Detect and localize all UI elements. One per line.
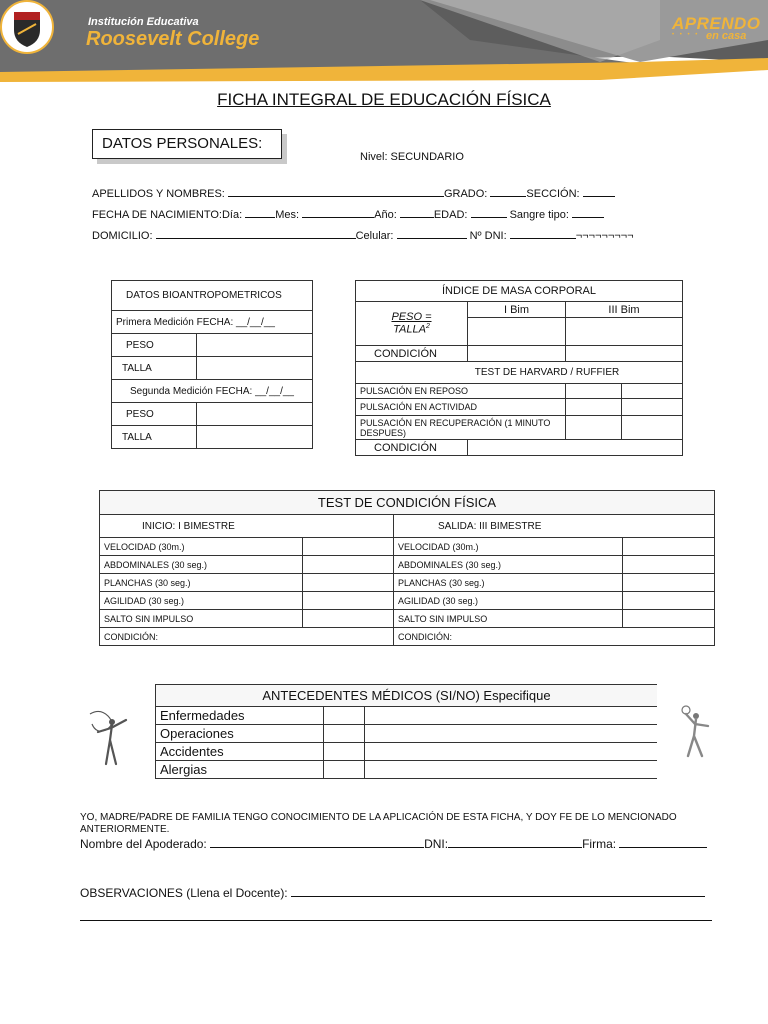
actividad-label: PULSACIÓN EN ACTIVIDAD xyxy=(356,399,566,416)
row-label-inicio: VELOCIDAD (30m.) xyxy=(100,538,303,556)
row-domicilio xyxy=(92,229,634,242)
seccion-label: SECCIÓN: xyxy=(526,188,580,200)
row-label-inicio: PLANCHAS (30 seg.) xyxy=(100,574,303,592)
segunda-medicion: Segunda Medición FECHA: __/__/__ xyxy=(112,380,313,403)
peso-label: PESO xyxy=(112,334,197,357)
harvard-condicion-cell[interactable] xyxy=(468,440,683,456)
imc-condicion-label: CONDICIÓN xyxy=(356,346,468,362)
peso-2-cell[interactable] xyxy=(197,403,313,426)
inicio-heading: INICIO: I BIMESTRE xyxy=(100,515,394,538)
row-fecha-nacimiento xyxy=(92,208,604,221)
harvard-condicion-label: CONDICIÓN xyxy=(356,440,468,456)
formula-exponent: 2 xyxy=(425,323,430,331)
row-label-salida: VELOCIDAD (30m.) xyxy=(394,538,623,556)
talla-1-cell[interactable] xyxy=(197,357,313,380)
declaracion-text: YO, MADRE/PADRE DE FAMILIA TENGO CONOCIMIENTO DE LA APLICACIÓN DE ESTA FICHA, Y DOY FE DE LO MENCIONADO ANTERIORMENTE. xyxy=(80,812,677,835)
talla-2-cell[interactable] xyxy=(197,426,313,449)
sangre-field[interactable] xyxy=(572,208,604,218)
row-label-inicio: ABDOMINALES (30 seg.) xyxy=(100,556,303,574)
edad-label: EDAD: xyxy=(433,209,468,221)
domicilio-field[interactable] xyxy=(156,229,356,239)
observaciones-label: OBSERVACIONES (Llena el Docente): xyxy=(80,886,288,900)
celular-label: Celular: xyxy=(355,230,394,242)
reposo-cell-1[interactable] xyxy=(566,384,622,399)
antecedentes-table xyxy=(155,684,657,779)
operaciones-label: Operaciones xyxy=(156,725,324,743)
row-apellidos xyxy=(92,187,615,200)
row-apoderado xyxy=(80,837,707,851)
abdominales-salida-cell[interactable] xyxy=(623,556,715,574)
enfermedades-especifique[interactable] xyxy=(365,707,658,725)
accidentes-si-no[interactable] xyxy=(324,743,365,761)
condicion-fisica-table xyxy=(99,490,715,646)
reposo-label: PULSACIÓN EN REPOSO xyxy=(356,384,566,399)
volleyball-player-icon xyxy=(676,704,716,764)
harvard-heading: TEST DE HARVARD / RUFFIER xyxy=(356,362,683,384)
seccion-field[interactable] xyxy=(583,187,615,197)
accidentes-especifique[interactable] xyxy=(365,743,658,761)
imc-formula xyxy=(356,302,468,346)
alergias-label: Alergias xyxy=(156,761,324,779)
apellidos-label: APELLIDOS Y NOMBRES: xyxy=(92,188,225,200)
observaciones-line-2[interactable] xyxy=(80,920,712,921)
operaciones-si-no[interactable] xyxy=(324,725,365,743)
apoderado-dni-field[interactable] xyxy=(448,838,582,848)
salto-inicio-cell[interactable] xyxy=(303,610,394,628)
agilidad-salida-cell[interactable] xyxy=(623,592,715,610)
anio-label: Año: xyxy=(374,209,397,221)
condicion-fisica-heading: TEST DE CONDICIÓN FÍSICA xyxy=(100,491,715,515)
agilidad-inicio-cell[interactable] xyxy=(303,592,394,610)
page-header xyxy=(0,0,768,82)
row-label-inicio: SALTO SIN IMPULSO xyxy=(100,610,303,628)
col-iii-bim: III Bim xyxy=(566,302,683,318)
observaciones-field[interactable] xyxy=(291,887,705,897)
dni-tail: ¬¬¬¬¬¬¬¬¬ xyxy=(575,230,634,242)
bio-heading: DATOS BIOANTROPOMETRICOS xyxy=(112,281,313,311)
dia-label: Día: xyxy=(221,209,243,221)
col-i-bim: I Bim xyxy=(468,302,566,318)
alergias-especifique[interactable] xyxy=(365,761,658,779)
actividad-cell-2[interactable] xyxy=(622,399,683,416)
abdominales-inicio-cell[interactable] xyxy=(303,556,394,574)
mes-field[interactable] xyxy=(302,208,374,218)
row-observaciones xyxy=(80,886,705,900)
velocidad-inicio-cell[interactable] xyxy=(303,538,394,556)
fecha-nac-label: FECHA DE NACIMIENTO: xyxy=(92,209,222,221)
page-title: FICHA INTEGRAL DE EDUCACIÓN FÍSICA xyxy=(217,90,551,109)
alergias-si-no[interactable] xyxy=(324,761,365,779)
velocidad-salida-cell[interactable] xyxy=(623,538,715,556)
grado-label: GRADO: xyxy=(443,188,488,200)
actividad-cell-1[interactable] xyxy=(566,399,622,416)
firma-label: Firma: xyxy=(582,837,617,851)
school-crest-logo xyxy=(0,0,54,54)
imc-condicion-i-cell[interactable] xyxy=(468,346,566,362)
row-label-inicio: AGILIDAD (30 seg.) xyxy=(100,592,303,610)
apoderado-dni-label: DNI: xyxy=(424,837,449,851)
row-label-salida: AGILIDAD (30 seg.) xyxy=(394,592,623,610)
enfermedades-label: Enfermedades xyxy=(156,707,324,725)
nivel-label: Nivel: SECUNDARIO xyxy=(360,151,464,163)
bio-table xyxy=(111,280,313,449)
apoderado-field[interactable] xyxy=(210,838,424,848)
enfermedades-si-no[interactable] xyxy=(324,707,365,725)
condicion-salida-cell[interactable]: CONDICIÓN: xyxy=(394,628,715,646)
row-label-salida: SALTO SIN IMPULSO xyxy=(394,610,623,628)
antecedentes-heading: ANTECEDENTES MÉDICOS (SI/NO) Especifique xyxy=(156,685,658,707)
edad-field[interactable] xyxy=(471,208,507,218)
imc-table xyxy=(355,280,683,456)
mes-label: Mes: xyxy=(275,209,300,221)
imc-heading: ÍNDICE DE MASA CORPORAL xyxy=(356,281,683,302)
grado-field[interactable] xyxy=(490,187,526,197)
recuperacion-cell-1[interactable] xyxy=(566,416,622,440)
gymnast-ribbon-icon xyxy=(86,706,136,770)
firma-field[interactable] xyxy=(619,838,707,848)
formula-talla: TALLA xyxy=(393,323,426,336)
imc-iii-bim-cell[interactable] xyxy=(566,318,683,346)
institution-name-line2: Roosevelt College xyxy=(86,28,260,50)
institution-name-line1: Institución Educativa xyxy=(88,16,199,28)
dni-field[interactable] xyxy=(510,229,576,239)
recuperacion-label: PULSACIÓN EN RECUPERACIÓN (1 MINUTO DESPUES) xyxy=(356,416,566,440)
imc-i-bim-cell[interactable] xyxy=(468,318,566,346)
apellidos-field[interactable] xyxy=(228,187,444,197)
celular-field[interactable] xyxy=(397,229,467,239)
talla-label: TALLA xyxy=(112,426,197,449)
reposo-cell-2[interactable] xyxy=(622,384,683,399)
imc-condicion-iii-cell[interactable] xyxy=(566,346,683,362)
primera-medicion: Primera Medición FECHA: __/__/__ xyxy=(112,311,313,334)
recuperacion-cell-2[interactable] xyxy=(622,416,683,440)
dia-field[interactable] xyxy=(245,208,275,218)
planchas-inicio-cell[interactable] xyxy=(303,574,394,592)
sangre-label: Sangre tipo: xyxy=(509,209,569,221)
row-label-salida: ABDOMINALES (30 seg.) xyxy=(394,556,623,574)
condicion-inicio-cell[interactable]: CONDICIÓN: xyxy=(100,628,394,646)
anio-field[interactable] xyxy=(400,208,434,218)
brand-dots: • • • • xyxy=(672,32,700,38)
peso-label: PESO xyxy=(112,403,197,426)
talla-label: TALLA xyxy=(112,357,197,380)
operaciones-especifique[interactable] xyxy=(365,725,658,743)
accidentes-label: Accidentes xyxy=(156,743,324,761)
brand-en-casa: en casa xyxy=(706,30,747,42)
salida-heading: SALIDA: III BIMESTRE xyxy=(394,515,715,538)
peso-1-cell[interactable] xyxy=(197,334,313,357)
apoderado-label: Nombre del Apoderado: xyxy=(80,837,207,851)
brand-aprendo: APRENDO xyxy=(672,14,761,33)
planchas-salida-cell[interactable] xyxy=(623,574,715,592)
dni-label: Nº DNI: xyxy=(469,230,507,242)
domicilio-label: DOMICILIO: xyxy=(92,230,153,242)
salto-salida-cell[interactable] xyxy=(623,610,715,628)
row-label-salida: PLANCHAS (30 seg.) xyxy=(394,574,623,592)
formula-peso: PESO = xyxy=(391,311,432,324)
datos-personales-heading: DATOS PERSONALES: xyxy=(92,129,282,159)
